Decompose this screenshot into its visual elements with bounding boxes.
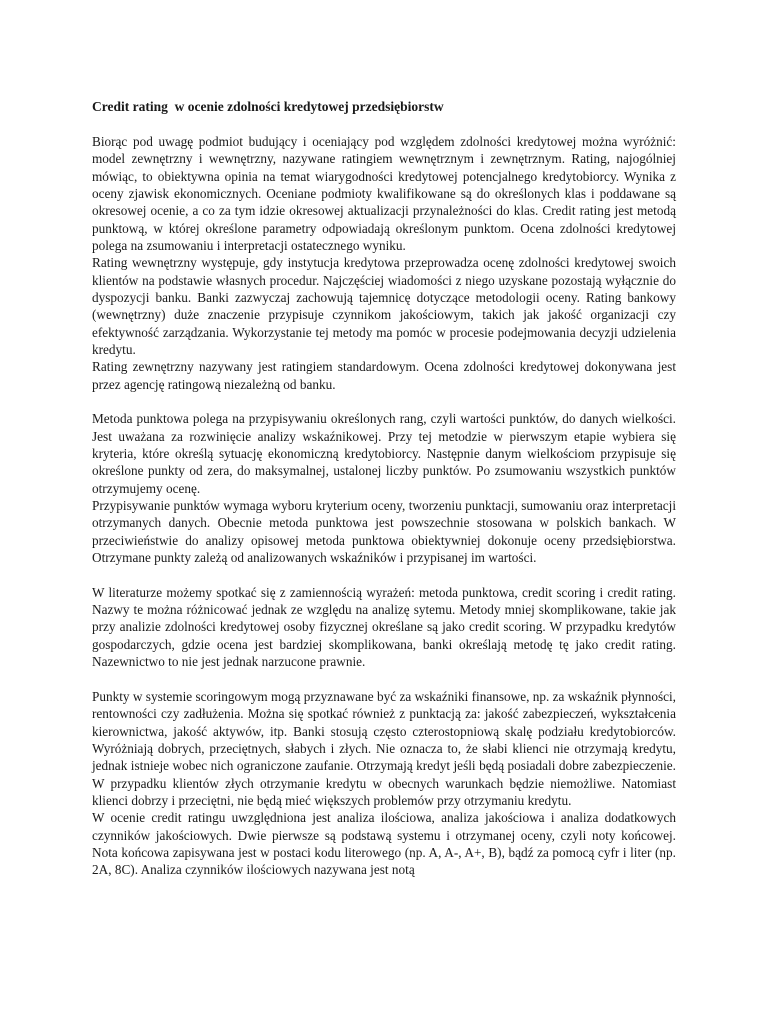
- document-body: [92, 98, 676, 879]
- document-title: Credit rating w ocenie zdolności kredytowej przedsiębiorstw: [92, 99, 444, 114]
- paragraph-internal-rating: Rating wewnętrzny występuje, gdy instytucja kredytowa przeprowadza ocenę zdolności kredytowej swoich klientów na podstawie własnych procedur. Najczęściej wiadomości z niego uzyskane pozostają wyłącznie do dyspozycji banku. Banki zazwyczaj zachowują tajemnicę dotyczące metodologii oceny. Rating bankowy (wewnętrzny) duże znaczenie przypisuje czynnikom jakościowym, takich jak jakość organizacji czy efektywność zarządzania. Wykorzystanie tej metody ma pomóc w procesie podejmowania decyzji udzielenia kredytu.: [92, 255, 676, 357]
- paragraph-spacer: [92, 566, 676, 583]
- paragraph-rating-intro: Biorąc pod uwagę podmiot budujący i oceniający pod względem zdolności kredytowej można wyróżnić: model zewnętrzny i wewnętrzny, nazywane ratingiem wewnętrznym i zewnętrznym. Rating, najogólniej mówiąc, to obiektywna opinia na temat wiarygodności kredytowej potencjalnego kredytobiorcy. Wynika z oceny zjawisk ekonomicznych. Oceniane podmioty kwalifikowane są do określonych klas i poddawane są okresowej ocenie, a co za tym idzie okresowej aktualizacji przynależności do klas. Credit rating jest metodą punktową, w której określone parametry odpowiadają określonym punktom. Ocena zdolności kredytowej polega na zsumowaniu i interpretacji ostatecznego wyniku.: [92, 133, 676, 253]
- paragraph-terminology: W literaturze możemy spotkać się z zamiennością wyrażeń: metoda punktowa, credit scoring i credit rating. Nazwy te można różnicować jednak ze względu na analizę sytemu. Metody mniej skomplikowane, takie jak przy analizie zdolności kredytowej osoby fizycznej określane są jako credit scoring. W przypadku kredytów gospodarczych, gdzie ocena jest bardziej skomplikowana, banki określają metodę tę jako credit rating. Nazewnictwo to nie jest jednak narzucone prawnie.: [92, 584, 676, 670]
- paragraph-point-assignment: Przypisywanie punktów wymaga wyboru kryterium oceny, tworzeniu punktacji, sumowaniu oraz interpretacji otrzymanych danych. Obecnie metoda punktowa jest powszechnie stosowana w polskich bankach. W przeciwieństwie do analizy opisowej metoda punktowa obiektywniej dokonuje oceny przedsiębiorstwa. Otrzymane punkty zależą od analizowanych wskaźników i przypisanej im wartości.: [92, 498, 676, 566]
- paragraph-credit-rating-analysis: W ocenie credit ratingu uwzględniona jest analiza ilościowa, analiza jakościowa i analiza dodatkowych czynników jakościowych. Dwie pierwsze są podstawą systemu i otrzymanej oceny, czyli noty końcowej. Nota końcowa zapisywana jest w postaci kodu literowego (np. A, A-, A+, B), bądź za pomocą cyfr i liter (np. 2A, 8C). Analiza czynników ilościowych nazywana jest notą: [92, 810, 676, 878]
- paragraph-scoring-points: Punkty w systemie scoringowym mogą przyznawane być za wskaźniki finansowe, np. za wskaźnik płynności, rentowności czy zadłużenia. Można się spotkać również z punktacją za: jakość zabezpieczeń, wykształcenia kierownictwa, jakość aktywów, itp. Banki stosują często czterostopniową skalę podziału kredytobiorców. Wyróżniają dobrych, przeciętnych, słabych i złych. Nie oznacza to, że słabi klienci nie otrzymają kredytu, jednak istnieje wobec nich ograniczone zaufanie. Otrzymają kredyt jeśli będą posiadali dobre zabezpieczenie. W przypadku klientów złych otrzymanie kredytu w obecnych warunkach będzie niemożliwe. Natomiast klienci dobrzy i przeciętni, nie będą mieć większych problemów przy otrzymaniu kredytu.: [92, 688, 676, 808]
- paragraph-spacer: [92, 393, 676, 410]
- paragraph-spacer: [92, 671, 676, 688]
- paragraph-external-rating: Rating zewnętrzny nazywany jest ratingiem standardowym. Ocena zdolności kredytowej dokonywana jest przez agencję ratingową niezależną od banku.: [92, 359, 676, 392]
- paragraph-point-method: Metoda punktowa polega na przypisywaniu określonych rang, czyli wartości punktów, do danych wielkości. Jest uważana za rozwinięcie analizy wskaźnikowej. Przy tej metodzie w pierwszym etapie wybiera się kryteria, które określą sytuację ekonomiczną kredytobiorcy. Następnie danym wielkościom przypisuje się określone punkty od zera, do maksymalnej, ustalonej liczby punktów. Po zsumowaniu wszystkich punktów otrzymujemy ocenę.: [92, 411, 676, 496]
